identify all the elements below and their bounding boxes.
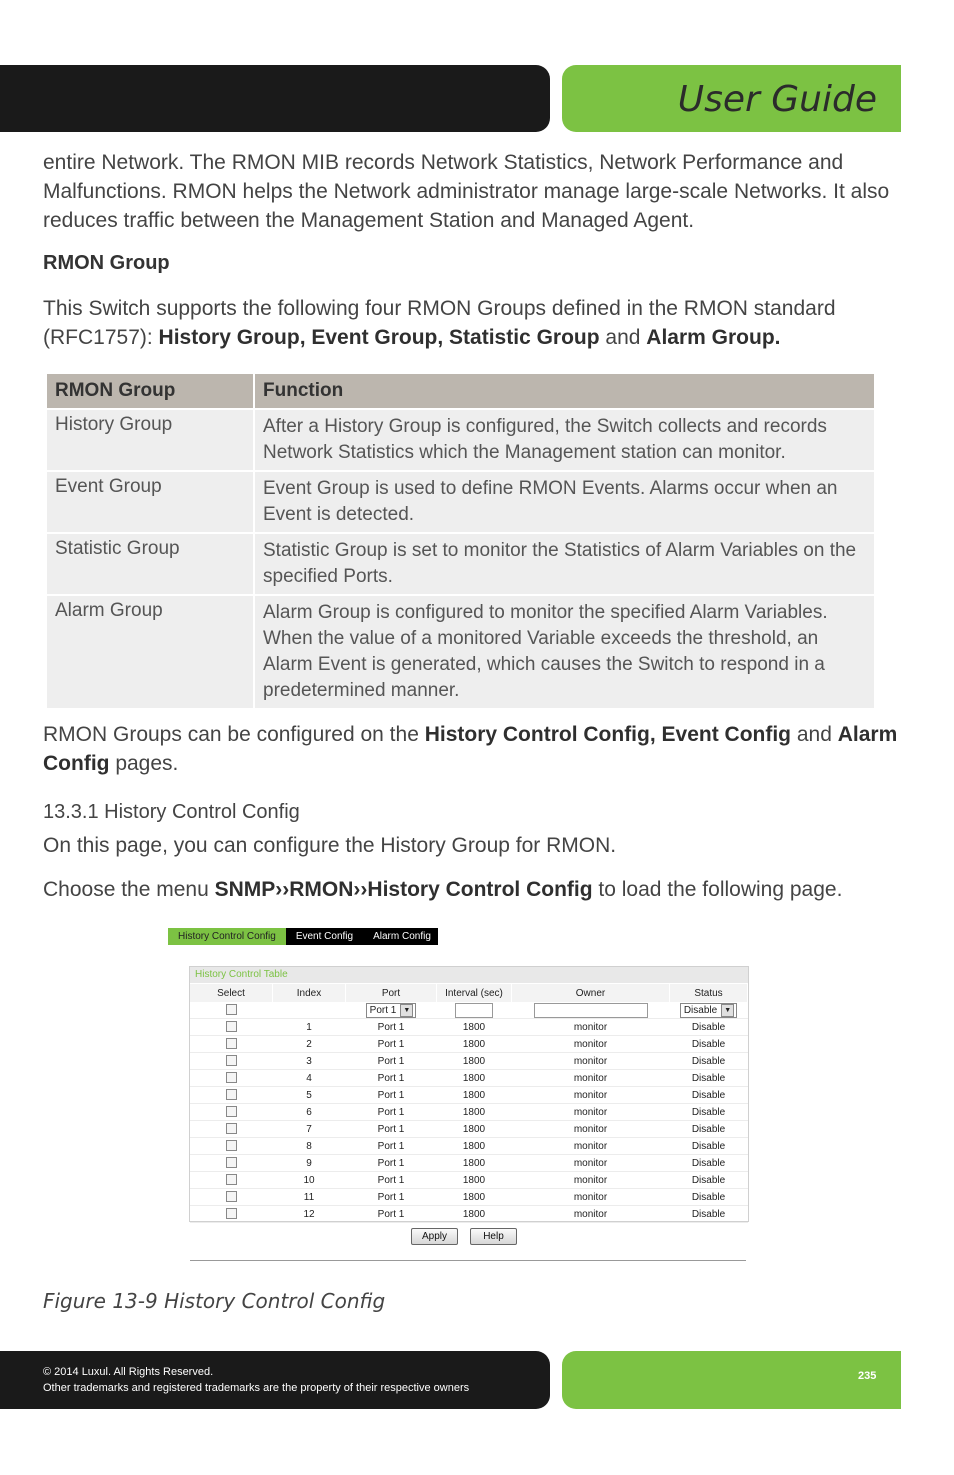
table-row — [190, 1053, 748, 1070]
menu-paragraph: Choose the menu SNMP››RMON››History Control Config to load the following page. — [43, 878, 843, 901]
col-owner: Owner — [512, 984, 670, 1002]
row-owner: monitor — [512, 1138, 670, 1155]
footer-text — [43, 1364, 469, 1396]
table-header-function: Function — [254, 373, 875, 409]
filter-row — [190, 1002, 748, 1019]
chevron-down-icon: ▼ — [721, 1004, 734, 1017]
row-status: Disable — [670, 1104, 748, 1121]
table-row — [46, 471, 875, 533]
table-row — [190, 1087, 748, 1104]
row-port: Port 1 — [346, 1087, 437, 1104]
section-paragraph: On this page, you can configure the History Group for RMON. — [43, 834, 617, 857]
row-interval: 1800 — [437, 1206, 512, 1223]
row-index: 12 — [273, 1206, 346, 1223]
row-index: 11 — [273, 1189, 346, 1206]
row-owner: monitor — [512, 1155, 670, 1172]
table-row — [46, 409, 875, 471]
chevron-down-icon: ▼ — [400, 1004, 413, 1017]
row-owner: monitor — [512, 1189, 670, 1206]
history-control-table-title: History Control Table — [190, 967, 748, 983]
group-function: Alarm Group is configured to monitor the specified Alarm Variables. When the value of a monitored Variable exceeds the threshold, an Alarm Event is generated, which causes the Switch to respond in a predetermined manner. — [254, 595, 875, 709]
row-port: Port 1 — [346, 1019, 437, 1036]
row-interval: 1800 — [437, 1036, 512, 1053]
row-index: 3 — [273, 1053, 346, 1070]
group-name: History Group — [46, 409, 254, 471]
row-interval: 1800 — [437, 1155, 512, 1172]
owner-input[interactable] — [534, 1003, 648, 1018]
col-select: Select — [190, 984, 273, 1002]
table-row — [190, 1172, 748, 1189]
row-index: 4 — [273, 1070, 346, 1087]
col-port: Port — [346, 984, 437, 1002]
row-interval: 1800 — [437, 1121, 512, 1138]
group-name: Statistic Group — [46, 533, 254, 595]
row-interval: 1800 — [437, 1189, 512, 1206]
row-index: 5 — [273, 1087, 346, 1104]
copyright: © 2014 Luxul. All Rights Reserved. — [43, 1366, 214, 1378]
row-owner: monitor — [512, 1036, 670, 1053]
table-row — [190, 1019, 748, 1036]
row-index: 7 — [273, 1121, 346, 1138]
intro-paragraph: entire Network. The RMON MIB records Network Statistics, Network Performance and Malfunctions. RMON helps the Network administrator manage large-scale Networks. It also reduces traffic between the Management Station and Managed Agent. — [43, 151, 890, 232]
row-port: Port 1 — [346, 1070, 437, 1087]
row-port: Port 1 — [346, 1189, 437, 1206]
row-port: Port 1 — [346, 1155, 437, 1172]
row-index: 8 — [273, 1138, 346, 1155]
row-index: 2 — [273, 1036, 346, 1053]
col-interval: Interval (sec) — [437, 984, 512, 1002]
table-row — [190, 1189, 748, 1206]
trademarks: Other trademarks and registered trademarks are the property of their respective owners — [43, 1382, 470, 1394]
table-header-group: RMON Group — [46, 373, 254, 409]
port-select[interactable]: Port 1 ▼ — [366, 1003, 417, 1018]
row-owner: monitor — [512, 1070, 670, 1087]
table-row — [46, 595, 875, 709]
col-status: Status — [670, 984, 748, 1002]
row-select-checkbox[interactable] — [226, 1055, 237, 1066]
groups-paragraph: This Switch supports the following four RMON Groups defined in the RMON standard (RFC1757): History Group, Event Group, Statistic Group and Alarm Group. — [43, 297, 836, 349]
page-number: 235 — [858, 1370, 877, 1382]
group-name: Alarm Group — [46, 595, 254, 709]
row-status: Disable — [670, 1189, 748, 1206]
row-status: Disable — [670, 1121, 748, 1138]
row-port: Port 1 — [346, 1104, 437, 1121]
row-interval: 1800 — [437, 1138, 512, 1155]
row-select-checkbox[interactable] — [226, 1106, 237, 1117]
tab-history-control-config[interactable]: History Control Config — [168, 928, 286, 945]
row-select-checkbox[interactable] — [226, 1038, 237, 1049]
row-port: Port 1 — [346, 1053, 437, 1070]
history-control-table — [190, 984, 748, 1223]
group-function: Statistic Group is set to monitor the Statistics of Alarm Variables on the specified Ports. — [254, 533, 875, 595]
row-interval: 1800 — [437, 1053, 512, 1070]
row-interval: 1800 — [437, 1104, 512, 1121]
row-interval: 1800 — [437, 1019, 512, 1036]
table-row — [190, 1070, 748, 1087]
table-row — [190, 1121, 748, 1138]
row-status: Disable — [670, 1053, 748, 1070]
footer-bar-green — [562, 1351, 901, 1409]
header-title: User Guide — [677, 79, 877, 120]
tab-alarm-config[interactable]: Alarm Config — [373, 931, 431, 942]
select-all-checkbox[interactable] — [226, 1004, 237, 1015]
table-row — [46, 533, 875, 595]
row-interval: 1800 — [437, 1087, 512, 1104]
config-tabs — [168, 928, 438, 945]
row-owner: monitor — [512, 1104, 670, 1121]
tab-event-config[interactable]: Event Config — [295, 931, 354, 942]
row-status: Disable — [670, 1087, 748, 1104]
row-owner: monitor — [512, 1206, 670, 1223]
row-port: Port 1 — [346, 1206, 437, 1223]
row-select-checkbox[interactable] — [226, 1191, 237, 1202]
group-name: Event Group — [46, 471, 254, 533]
row-port: Port 1 — [346, 1172, 437, 1189]
row-status: Disable — [670, 1070, 748, 1087]
row-select-checkbox[interactable] — [226, 1089, 237, 1100]
group-function: After a History Group is configured, the Switch collects and records Network Statistics which the Management station can monitor. — [254, 409, 875, 471]
row-index: 6 — [273, 1104, 346, 1121]
row-owner: monitor — [512, 1019, 670, 1036]
row-status: Disable — [670, 1155, 748, 1172]
section-heading: 13.3.1 History Control Config — [43, 801, 300, 823]
interval-input[interactable] — [455, 1003, 493, 1018]
row-select-checkbox[interactable] — [226, 1157, 237, 1168]
row-index: 9 — [273, 1155, 346, 1172]
config-paragraph: RMON Groups can be configured on the History Control Config, Event Config and Alarm Config pages. — [43, 723, 898, 775]
figure-caption: Figure 13-9 History Control Config — [43, 1289, 386, 1313]
table-row — [190, 1138, 748, 1155]
row-index: 10 — [273, 1172, 346, 1189]
col-index: Index — [273, 984, 346, 1002]
help-button[interactable]: Help — [470, 1228, 517, 1245]
status-select[interactable]: Disable ▼ — [680, 1003, 737, 1018]
row-select-checkbox[interactable] — [226, 1021, 237, 1032]
row-port: Port 1 — [346, 1121, 437, 1138]
row-status: Disable — [670, 1019, 748, 1036]
header-bar-dark — [0, 65, 550, 132]
header-bar-green — [562, 65, 901, 132]
row-status: Disable — [670, 1206, 748, 1223]
row-select-checkbox[interactable] — [226, 1123, 237, 1134]
table-row — [190, 1206, 748, 1223]
table-row — [190, 1155, 748, 1172]
row-status: Disable — [670, 1036, 748, 1053]
row-select-checkbox[interactable] — [226, 1072, 237, 1083]
divider — [190, 1260, 746, 1261]
rmon-group-table — [45, 372, 876, 710]
table-row — [190, 1104, 748, 1121]
row-select-checkbox[interactable] — [226, 1140, 237, 1151]
group-function: Event Group is used to define RMON Events. Alarms occur when an Event is detected. — [254, 471, 875, 533]
row-owner: monitor — [512, 1087, 670, 1104]
row-select-checkbox[interactable] — [226, 1208, 237, 1219]
apply-button[interactable]: Apply — [411, 1228, 458, 1245]
row-interval: 1800 — [437, 1070, 512, 1087]
row-owner: monitor — [512, 1053, 670, 1070]
row-index: 1 — [273, 1019, 346, 1036]
row-status: Disable — [670, 1138, 748, 1155]
row-interval: 1800 — [437, 1172, 512, 1189]
row-owner: monitor — [512, 1172, 670, 1189]
rmon-group-heading: RMON Group — [43, 252, 170, 274]
history-control-panel — [189, 966, 749, 1222]
row-owner: monitor — [512, 1121, 670, 1138]
table-row — [190, 1036, 748, 1053]
row-port: Port 1 — [346, 1036, 437, 1053]
row-select-checkbox[interactable] — [226, 1174, 237, 1185]
row-port: Port 1 — [346, 1138, 437, 1155]
row-status: Disable — [670, 1172, 748, 1189]
